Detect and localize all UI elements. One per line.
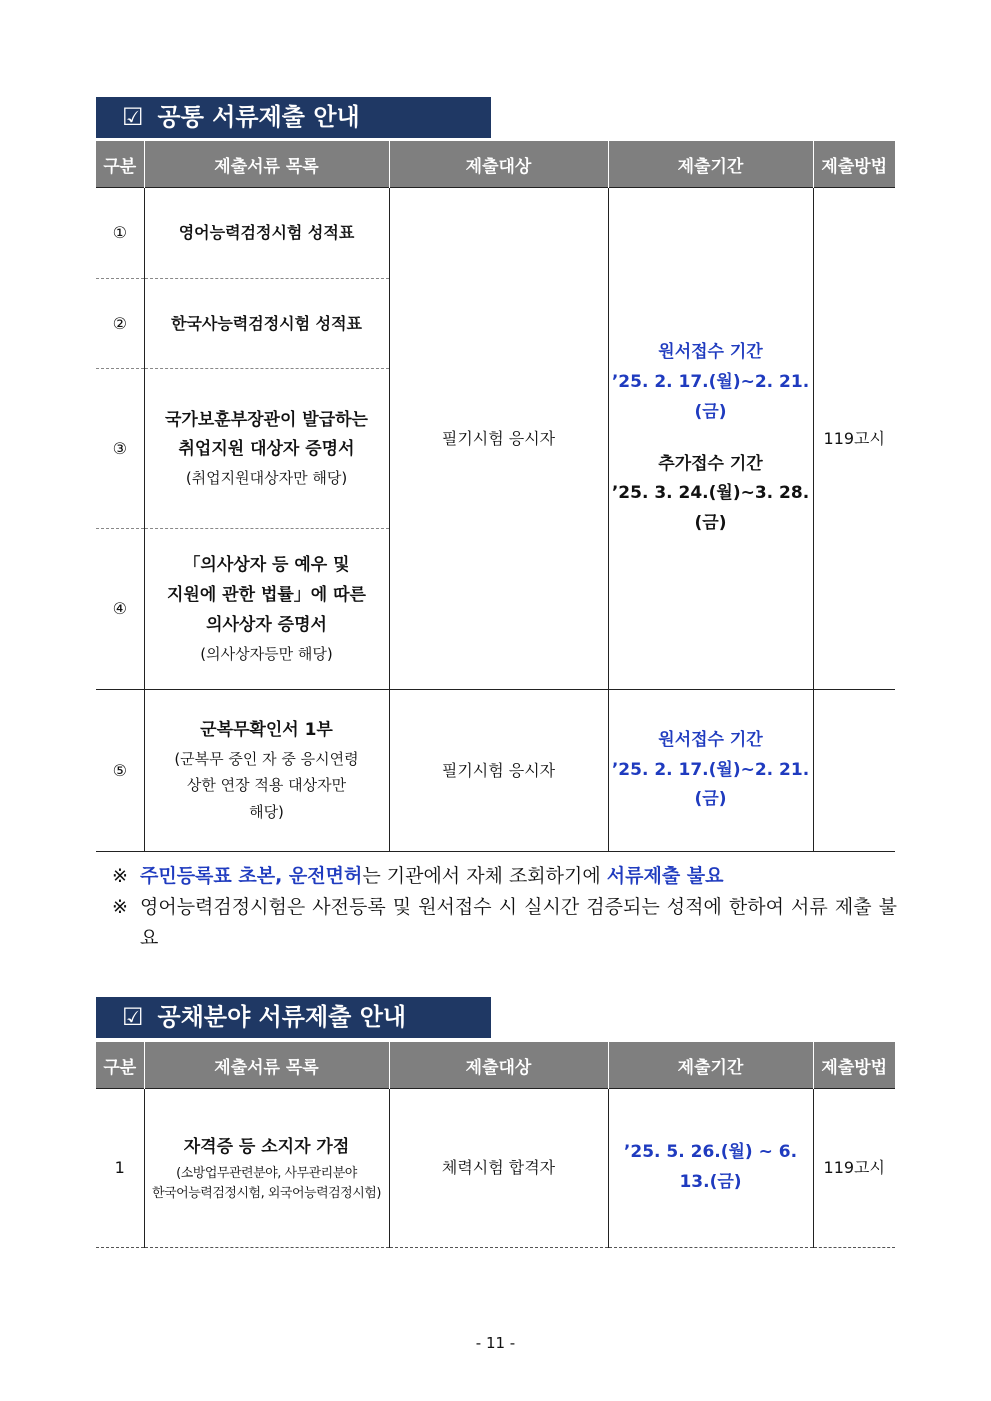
checkbox-icon: ☑ (122, 103, 144, 131)
period-label: 원서접수 기간 (658, 342, 763, 363)
section-title-recruitment (96, 997, 491, 1038)
checkbox-icon: ☑ (122, 1003, 144, 1031)
document-note: (군복무 중인 자 중 응시연령 (174, 750, 359, 768)
document-note: (의사상자등만 해당) (200, 644, 333, 663)
table-row (96, 1089, 895, 1248)
method-cell (813, 188, 895, 690)
document-cell (144, 529, 389, 690)
period-date: ’25. 2. 17.(월)~2. 21.(금) (611, 759, 810, 810)
target-text: 필기시험 응시자 (441, 760, 556, 780)
note-highlight: 주민등록표 초본, 운전면허 (140, 865, 363, 887)
row-number: ⑤ (96, 690, 144, 852)
section-title-common (96, 97, 491, 138)
note-text (140, 861, 724, 892)
note-item (112, 861, 897, 892)
note-plain: 는 기관에서 자체 조회하기에 (362, 865, 607, 887)
row-number: 1 (96, 1089, 144, 1248)
header-period: 제출기간 (608, 1042, 813, 1089)
document-cell (144, 1089, 389, 1248)
table-header-row (96, 141, 895, 188)
section-title-text: 공통 서류제출 안내 (157, 103, 360, 131)
document-name: 지원에 관한 법률」에 따른 (167, 585, 366, 605)
period-cell (608, 188, 813, 690)
header-method: 제출방법 (813, 141, 895, 188)
document-name: 「의사상자 등 예우 및 (183, 555, 350, 576)
target-cell (389, 690, 608, 852)
document-note: (취업지원대상자만 해당) (185, 469, 348, 488)
note-highlight: 서류제출 불요 (606, 865, 724, 887)
document-cell (144, 690, 389, 852)
period-date: ’25. 5. 26.(월) ~ 6. 13.(금) (623, 1142, 798, 1192)
header-target: 제출대상 (389, 141, 608, 188)
table-row (96, 188, 895, 279)
document-name: 취업지원 대상자 증명서 (178, 439, 355, 460)
document-name: 자격증 등 소지자 가점 (183, 1136, 350, 1157)
target-text: 필기시험 응시자 (441, 428, 556, 448)
note-mark: ※ (112, 896, 128, 918)
row-number: ④ (96, 529, 144, 690)
method-text: 119고시 (823, 1158, 885, 1177)
note-text: 영어능력검정시험은 사전등록 및 원서접수 시 실시간 검증되는 성적에 한하여 서류 제출 불요 (140, 896, 897, 949)
document-name: 한국사능력검정시험 성적표 (144, 279, 389, 369)
document-name: 군복무확인서 1부 (200, 720, 333, 741)
target-cell (389, 1089, 608, 1248)
period-cell (608, 690, 813, 852)
period-label: 추가접수 기간 (658, 453, 763, 474)
header-document-list: 제출서류 목록 (144, 1042, 389, 1089)
notes (112, 861, 897, 954)
note-item (112, 892, 897, 954)
period-date: ’25. 3. 24.(월)~3. 28.(금) (611, 483, 810, 533)
method-text: 119고시 (823, 428, 885, 448)
table-header-row (96, 1042, 895, 1089)
header-target: 제출대상 (389, 1042, 608, 1089)
target-cell (389, 188, 608, 690)
document-name: 의사상자 증명서 (206, 614, 327, 635)
document-note: (소방업무관련분야, 사무관리분야 (176, 1166, 357, 1182)
spacer (609, 428, 813, 450)
header-category: 구분 (96, 141, 144, 188)
document-note: 상한 연장 적용 대상자만 (186, 776, 347, 795)
section-title-text: 공채분야 서류제출 안내 (157, 1003, 407, 1031)
common-documents-table (96, 141, 895, 852)
header-method: 제출방법 (813, 1042, 895, 1089)
method-cell (813, 690, 895, 852)
note-mark: ※ (112, 865, 128, 887)
document-note: 해당) (249, 802, 284, 821)
period-label: 원서접수 기간 (658, 729, 763, 750)
row-number: ② (96, 279, 144, 369)
document-cell (144, 369, 389, 529)
period-date: ’25. 2. 17.(월)~2. 21.(금) (611, 372, 810, 422)
document-name: 영어능력검정시험 성적표 (144, 188, 389, 279)
period-cell (608, 1089, 813, 1248)
target-text: 체력시험 합격자 (441, 1158, 556, 1177)
recruitment-documents-table (96, 1042, 895, 1248)
row-number: ③ (96, 369, 144, 529)
table-row (96, 690, 895, 852)
header-period: 제출기간 (608, 141, 813, 188)
page-number: - 11 - (475, 1334, 516, 1352)
document-name: 국가보훈부장관이 발급하는 (165, 409, 368, 430)
document-note: 한국어능력검정시험, 외국어능력검정시험) (152, 1185, 381, 1201)
row-number: ① (96, 188, 144, 279)
method-cell (813, 1089, 895, 1248)
header-category: 구분 (96, 1042, 144, 1089)
header-document-list: 제출서류 목록 (144, 141, 389, 188)
